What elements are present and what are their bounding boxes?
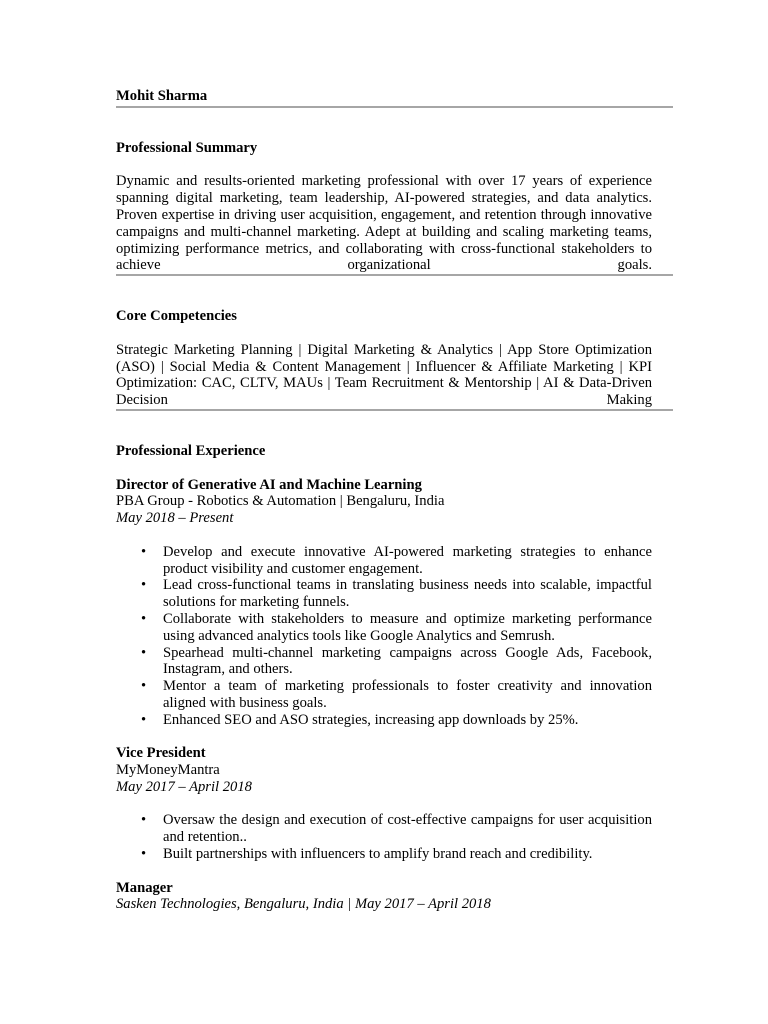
competencies-text: Strategic Marketing Planning | Digital Marketing & Analytics | App Store Optimization (ASO) | Social Media & Content Management | Influencer & Affiliate Marketing | KPI Optimization: CAC, CLTV, MAUs | Team Recruitment & Mentorship | AI & Data-Driven Decision Making bbox=[116, 341, 652, 409]
list-item: • Lead cross-functional teams in translating business needs into scalable, impactful solutions for marketing funnels. bbox=[163, 577, 652, 611]
list-item: • Oversaw the design and execution of cost-effective campaigns for user acquisition and retention.. bbox=[163, 812, 652, 846]
job-bullets bbox=[116, 812, 652, 862]
list-item: • Develop and execute innovative AI-powered marketing strategies to enhance product visibility and customer engagement. bbox=[163, 544, 652, 578]
summary-text: Dynamic and results-oriented marketing professional with over 17 years of experience spanning digital marketing, team leadership, AI-powered strategies, and data analytics. Proven expertise in driving user acquisition, engagement, and retention through innovative campaigns and multi-channel marketing. Adept at building and scaling marketing teams, optimizing performance metrics, and collaborating with cross-functional stakeholders to achieve organizational goals. bbox=[116, 173, 652, 274]
job-bullets bbox=[116, 544, 652, 729]
job-company-and-dates: Sasken Technologies, Bengaluru, India | May 2017 – April 2018 bbox=[116, 896, 491, 913]
resume-content bbox=[116, 88, 652, 913]
job-dates: May 2018 – Present bbox=[116, 510, 234, 527]
summary-heading: Professional Summary bbox=[116, 139, 258, 156]
job-company: MyMoneyMantra bbox=[116, 762, 220, 779]
job-title: Director of Generative AI and Machine Learning bbox=[116, 476, 422, 493]
job-dates: May 2017 – April 2018 bbox=[116, 778, 252, 795]
job-company: PBA Group - Robotics & Automation | Bengaluru, India bbox=[116, 493, 445, 510]
list-item: • Enhanced SEO and ASO strategies, increasing app downloads by 25%. bbox=[163, 712, 652, 729]
job-entry bbox=[116, 880, 652, 914]
list-item: • Collaborate with stakeholders to measure and optimize marketing performance using advanced analytics tools like Google Analytics and Semrush. bbox=[163, 611, 652, 645]
job-title: Manager bbox=[116, 879, 173, 896]
job-title: Vice President bbox=[116, 745, 206, 762]
job-entry bbox=[116, 745, 652, 863]
competencies-heading: Core Competencies bbox=[116, 308, 237, 325]
list-item: • Built partnerships with influencers to amplify brand reach and credibility. bbox=[163, 846, 652, 863]
job-entry bbox=[116, 477, 652, 729]
list-item: • Mentor a team of marketing professionals to foster creativity and innovation aligned with business goals. bbox=[163, 678, 652, 712]
list-item: • Spearhead multi-channel marketing campaigns across Google Ads, Facebook, Instagram, and others. bbox=[163, 645, 652, 679]
candidate-name: Mohit Sharma bbox=[116, 88, 208, 104]
experience-heading: Professional Experience bbox=[116, 442, 266, 459]
